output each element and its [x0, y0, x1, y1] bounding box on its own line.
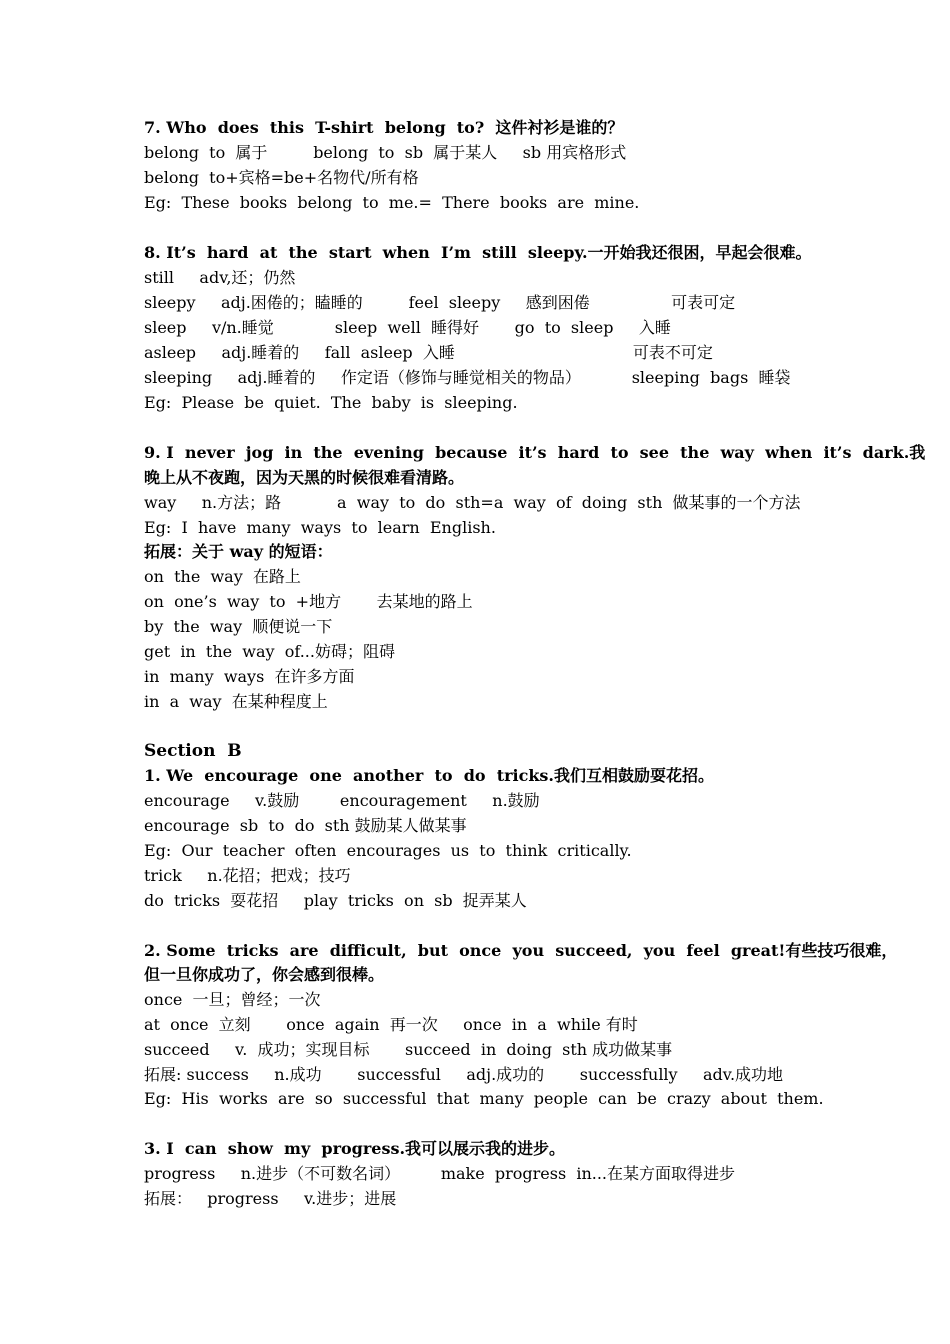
text-line: succeed v. 成功；实现目标 succeed in doing sth 成功做某事 [144, 1040, 673, 1059]
text-line: at once 立刻 once again 再一次 once in a while 有时 [144, 1015, 638, 1034]
text-line: encourage sb to do sth 鼓励某人做某事 [144, 816, 467, 835]
example-line: Eg: I have many ways to learn English. [144, 518, 496, 537]
q7-heading: 7. Who does this T-shirt belong to? 这件衬衫是谁的？ [144, 118, 624, 137]
example-line: Eg: Our teacher often encourages us to think critically. [144, 841, 632, 860]
text-line: once 一旦；曾经；一次 [144, 990, 321, 1009]
example-line: Eg: His works are so successful that many people can be crazy about them. [144, 1089, 824, 1108]
sb2-heading: 2. Some tricks are difficult, but once you succeed, you feel great!有些技巧很难， [144, 941, 898, 960]
sb3-heading: 3. I can show my progress.我可以展示我的进步。 [144, 1139, 566, 1158]
q9-heading-cont: 晚上从不夜跑，因为天黑的时候很难看清路。 [144, 468, 465, 487]
extension-line: 拓展： progress v.进步；进展 [144, 1189, 397, 1208]
text-line: way n.方法；路 a way to do sth=a way of doing sth 做某事的一个方法 [144, 493, 801, 512]
example-line: Eg: Please be quiet. The baby is sleeping. [144, 393, 518, 412]
q9-heading: 9. I never jog in the evening because it’s hard to see the way when it’s dark.我 [144, 443, 926, 462]
text-line: trick n.花招；把戏；技巧 [144, 866, 351, 885]
phrase-line: in many ways 在许多方面 [144, 667, 355, 686]
phrase-line: on the way 在路上 [144, 567, 301, 586]
text-line: belong to+宾格=be+名物代/所有格 [144, 168, 419, 187]
section-title: Section B [144, 741, 242, 761]
phrase-line: on one’s way to +地方 去某地的路上 [144, 592, 473, 611]
text-line: do tricks 耍花招 play tricks on sb 捉弄某人 [144, 891, 527, 910]
text-line: progress n.进步（不可数名词） make progress in...在某方面取得进步 [144, 1164, 736, 1183]
text-line: sleepy adj.困倦的；瞌睡的 feel sleepy 感到困倦 可表可定 [144, 293, 736, 312]
sb2-heading-cont: 但一旦你成功了，你会感到很棒。 [144, 965, 385, 984]
q8-heading: 8. It’s hard at the start when I’m still sleepy.一开始我还很困，早起会很难。 [144, 243, 812, 262]
phrase-line: get in the way of...妨碍；阻碍 [144, 642, 395, 661]
text-line: belong to 属于 belong to sb 属于某人 sb 用宾格形式 [144, 143, 627, 162]
phrase-line: by the way 顺便说一下 [144, 617, 333, 636]
text-line: asleep adj.睡着的 fall asleep 入睡 可表不可定 [144, 343, 713, 362]
example-line: Eg: These books belong to me.= There books are mine. [144, 193, 640, 212]
text-line: encourage v.鼓励 encouragement n.鼓励 [144, 791, 540, 810]
text-line: sleeping adj.睡着的 作定语（修饰与睡觉相关的物品） sleeping bags 睡袋 [144, 368, 791, 387]
text-line: still adv,还；仍然 [144, 268, 296, 287]
text-line: sleep v/n.睡觉 sleep well 睡得好 go to sleep 入睡 [144, 318, 671, 337]
phrase-line: in a way 在某种程度上 [144, 692, 328, 711]
extension-line: 拓展: success n.成功 successful adj.成功的 successfully adv.成功地 [144, 1065, 784, 1084]
sb1-heading: 1. We encourage one another to do tricks.我们互相鼓励耍花招。 [144, 766, 715, 785]
extension-heading: 拓展：关于 way 的短语： [144, 542, 333, 561]
